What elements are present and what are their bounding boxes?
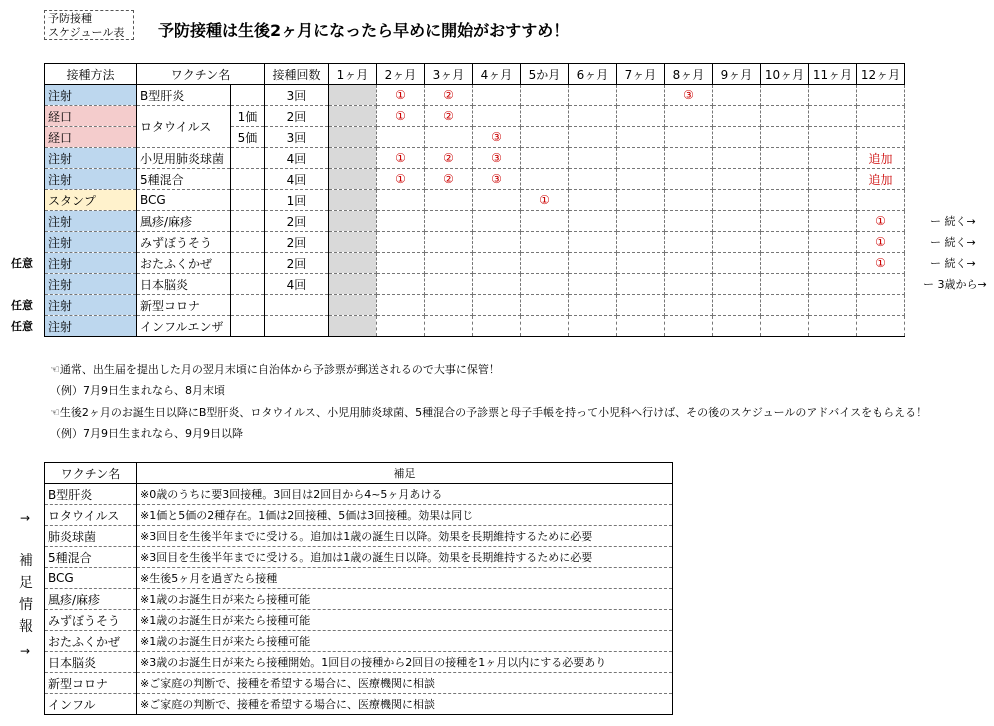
month-cell	[521, 211, 569, 232]
supplement-row	[45, 694, 673, 715]
schedule-header-row	[45, 64, 905, 85]
page-title: 予防接種は生後2ヶ月になったら早めに開始がおすすめ！	[158, 21, 570, 40]
schedule-row	[45, 85, 905, 106]
note-example: （例）7月9日生まれなら、9月9日以降	[50, 427, 243, 440]
month-cell	[377, 127, 425, 148]
month-cell: ①	[377, 106, 425, 127]
month-cell: ①	[521, 190, 569, 211]
month-cell	[521, 274, 569, 295]
month-cell	[761, 169, 809, 190]
month-cell	[617, 253, 665, 274]
month-cell	[425, 127, 473, 148]
month-cell	[665, 316, 713, 337]
supplement-note-cell: ※ご家庭の判断で、接種を希望する場合に、医療機関に相談	[137, 673, 673, 694]
month-cell	[569, 274, 617, 295]
month-cell	[425, 211, 473, 232]
vaccine-name-cell: B型肝炎	[137, 85, 231, 106]
supplement-row	[45, 652, 673, 673]
schedule-row	[45, 106, 905, 127]
method-cell: 経口	[45, 106, 137, 127]
supplement-vaccine-cell: インフル	[45, 694, 137, 715]
schedule-label-line: スケジュール表	[48, 26, 125, 39]
month-cell: ①	[857, 232, 905, 253]
month-cell	[809, 148, 857, 169]
month-cell	[761, 253, 809, 274]
month-cell	[329, 85, 377, 106]
dose-count-cell: 2回	[265, 106, 329, 127]
month-cell	[329, 127, 377, 148]
month-cell	[857, 127, 905, 148]
supplement-vaccine-cell: 新型コロナ	[45, 673, 137, 694]
month-cell	[425, 274, 473, 295]
month-cell: ③	[665, 85, 713, 106]
continuation-note: ー 続く→	[930, 236, 976, 249]
supplement-note-cell: ※1価と5価の2種存在。1価は2回接種、5価は3回接種。効果は同じ	[137, 505, 673, 526]
month-cell: 追加	[857, 169, 905, 190]
month-cell	[665, 253, 713, 274]
month-cell	[473, 190, 521, 211]
header-month: 12ヶ月	[857, 64, 905, 85]
month-cell	[569, 253, 617, 274]
month-cell	[617, 232, 665, 253]
month-cell	[377, 190, 425, 211]
month-cell	[521, 127, 569, 148]
header-month: 1ヶ月	[329, 64, 377, 85]
month-cell	[329, 316, 377, 337]
method-cell: 注射	[45, 169, 137, 190]
month-cell	[617, 106, 665, 127]
method-cell: 経口	[45, 127, 137, 148]
month-cell	[569, 232, 617, 253]
month-cell	[809, 316, 857, 337]
vaccine-name-cell: 5種混合	[137, 169, 231, 190]
month-cell	[377, 232, 425, 253]
month-cell	[425, 190, 473, 211]
month-cell	[713, 190, 761, 211]
month-cell	[665, 169, 713, 190]
month-cell	[329, 274, 377, 295]
month-cell: ②	[425, 148, 473, 169]
supplement-vaccine-cell: 5種混合	[45, 547, 137, 568]
month-cell	[617, 148, 665, 169]
header-month: 10ヶ月	[761, 64, 809, 85]
supplement-vaccine-cell: BCG	[45, 568, 137, 589]
month-cell	[665, 127, 713, 148]
supplement-header-note: 補足	[137, 463, 673, 484]
month-cell	[713, 253, 761, 274]
valence-cell	[231, 190, 265, 211]
dose-count-cell	[265, 316, 329, 337]
month-cell	[473, 274, 521, 295]
month-cell	[665, 106, 713, 127]
month-cell	[521, 232, 569, 253]
schedule-label-line: 予防接種	[48, 12, 92, 25]
vaccine-name-cell: BCG	[137, 190, 231, 211]
supplement-vaccine-cell: みずぼうそう	[45, 610, 137, 631]
supplement-vaccine-cell: 肺炎球菌	[45, 526, 137, 547]
month-cell: ①	[857, 253, 905, 274]
valence-cell	[231, 85, 265, 106]
header-month: 2ヶ月	[377, 64, 425, 85]
method-cell: 注射	[45, 85, 137, 106]
month-cell	[665, 211, 713, 232]
vaccine-name-cell: 小児用肺炎球菌	[137, 148, 231, 169]
note-example: （例）7月9日生まれなら、8月末頃	[50, 384, 225, 397]
vaccine-name-cell: 日本脳炎	[137, 274, 231, 295]
supplement-note-cell: ※3回目を生後半年までに受ける。追加は1歳の誕生日以降。効果を長期維持するために必要	[137, 526, 673, 547]
vaccine-schedule-table	[44, 63, 905, 337]
schedule-label	[44, 10, 134, 40]
dose-count-cell: 3回	[265, 127, 329, 148]
month-cell	[617, 211, 665, 232]
dose-count-cell: 4回	[265, 169, 329, 190]
schedule-row	[45, 232, 905, 253]
schedule-row	[45, 211, 905, 232]
supplement-note-cell: ※3回目を生後半年までに受ける。追加は1歳の誕生日以降。効果を長期維持するために必要	[137, 547, 673, 568]
month-cell: ②	[425, 169, 473, 190]
month-cell	[329, 211, 377, 232]
month-cell	[329, 169, 377, 190]
month-cell	[569, 316, 617, 337]
valence-cell	[231, 295, 265, 316]
vaccine-name-cell: 風疹/麻疹	[137, 211, 231, 232]
month-cell	[809, 253, 857, 274]
optional-tag: 任意	[11, 299, 33, 312]
month-cell	[521, 316, 569, 337]
month-cell	[425, 253, 473, 274]
method-cell: 注射	[45, 253, 137, 274]
method-cell: 注射	[45, 295, 137, 316]
month-cell	[857, 295, 905, 316]
month-cell	[761, 232, 809, 253]
header-month: 7ヶ月	[617, 64, 665, 85]
month-cell	[809, 211, 857, 232]
month-cell	[329, 148, 377, 169]
month-cell	[569, 127, 617, 148]
header-month: 3ヶ月	[425, 64, 473, 85]
supplement-vaccine-cell: 日本脳炎	[45, 652, 137, 673]
month-cell	[473, 211, 521, 232]
supplement-vaccine-cell: 風疹/麻疹	[45, 589, 137, 610]
month-cell	[713, 232, 761, 253]
schedule-row	[45, 190, 905, 211]
month-cell	[665, 232, 713, 253]
month-cell: ①	[377, 85, 425, 106]
supplement-note-cell: ※3歳のお誕生日が来たら接種開始。1回目の接種から2回目の接種を1ヶ月以内にする必要あり	[137, 652, 673, 673]
month-cell	[377, 274, 425, 295]
month-cell	[377, 211, 425, 232]
header-vaccine: ワクチン名	[137, 64, 265, 85]
supplement-note-cell: ※0歳のうちに要3回接種。3回目は2回目から4~5ヶ月あける	[137, 484, 673, 505]
supplement-header-vaccine: ワクチン名	[45, 463, 137, 484]
header-month: 6ヶ月	[569, 64, 617, 85]
month-cell	[761, 148, 809, 169]
month-cell	[473, 85, 521, 106]
supplement-side-label: 補 足 情 報	[19, 553, 33, 635]
month-cell	[569, 148, 617, 169]
month-cell	[377, 316, 425, 337]
valence-cell	[231, 274, 265, 295]
note-line: ☜生後2ヶ月のお誕生日以降にB型肝炎、ロタウイルス、小児用肺炎球菌、5種混合の予診票と母子手帳を持って小児科へ行けば、その後のスケジュールのアドバイスをもらえる！	[50, 406, 928, 419]
month-cell	[617, 190, 665, 211]
month-cell	[521, 295, 569, 316]
supplement-note-cell: ※1歳のお誕生日が来たら接種可能	[137, 610, 673, 631]
header-month: 8ヶ月	[665, 64, 713, 85]
month-cell	[473, 106, 521, 127]
dose-count-cell: 3回	[265, 85, 329, 106]
month-cell	[617, 169, 665, 190]
month-cell	[617, 85, 665, 106]
month-cell	[713, 85, 761, 106]
schedule-row	[45, 253, 905, 274]
arrow-right-icon: →	[20, 644, 31, 658]
month-cell	[857, 190, 905, 211]
month-cell	[617, 295, 665, 316]
month-cell	[569, 85, 617, 106]
month-cell: ①	[377, 148, 425, 169]
header-method: 接種方法	[45, 64, 137, 85]
month-cell	[377, 295, 425, 316]
header-month: 9ヶ月	[713, 64, 761, 85]
month-cell	[665, 148, 713, 169]
schedule-row	[45, 316, 905, 337]
month-cell	[761, 85, 809, 106]
month-cell	[425, 232, 473, 253]
month-cell	[713, 127, 761, 148]
continuation-note: ー 続く→	[930, 257, 976, 270]
supplement-row	[45, 589, 673, 610]
dose-count-cell: 4回	[265, 148, 329, 169]
month-cell	[569, 211, 617, 232]
vaccine-name-cell: 新型コロナ	[137, 295, 231, 316]
month-cell	[761, 127, 809, 148]
continuation-note: ー 3歳から→	[923, 278, 987, 291]
month-cell	[809, 274, 857, 295]
valence-cell: 1価	[231, 106, 265, 127]
dose-count-cell: 2回	[265, 253, 329, 274]
month-cell	[809, 127, 857, 148]
month-cell	[569, 190, 617, 211]
month-cell	[329, 190, 377, 211]
supplement-row	[45, 505, 673, 526]
schedule-row	[45, 274, 905, 295]
valence-cell	[231, 316, 265, 337]
month-cell	[809, 295, 857, 316]
supplement-row	[45, 526, 673, 547]
month-cell	[521, 253, 569, 274]
month-cell	[761, 295, 809, 316]
month-cell	[473, 295, 521, 316]
note-line: ☜通常、出生届を提出した月の翌月末頃に自治体から予診票が郵送されるので大事に保管！	[50, 363, 500, 376]
month-cell	[857, 106, 905, 127]
dose-count-cell	[265, 295, 329, 316]
month-cell: ③	[473, 169, 521, 190]
schedule-row	[45, 148, 905, 169]
valence-cell: 5価	[231, 127, 265, 148]
month-cell	[809, 106, 857, 127]
month-cell	[761, 211, 809, 232]
month-cell	[569, 295, 617, 316]
month-cell	[521, 106, 569, 127]
supplement-note-cell: ※ご家庭の判断で、接種を希望する場合に、医療機関に相談	[137, 694, 673, 715]
continuation-note: ー 続く→	[930, 215, 976, 228]
month-cell	[665, 295, 713, 316]
vaccine-name-cell: インフルエンザ	[137, 316, 231, 337]
month-cell: ③	[473, 148, 521, 169]
month-cell	[809, 190, 857, 211]
valence-cell	[231, 232, 265, 253]
month-cell	[617, 316, 665, 337]
supplement-header-row	[45, 463, 673, 484]
valence-cell	[231, 253, 265, 274]
optional-tag: 任意	[11, 257, 33, 270]
supplement-note-cell: ※生後5ヶ月を過ぎたら接種	[137, 568, 673, 589]
supplement-vaccine-cell: B型肝炎	[45, 484, 137, 505]
vaccine-name-cell: ロタウイルス	[137, 106, 231, 148]
month-cell: 追加	[857, 148, 905, 169]
vaccine-name-cell: みずぼうそう	[137, 232, 231, 253]
month-cell	[377, 253, 425, 274]
month-cell	[761, 316, 809, 337]
header-month: 5か月	[521, 64, 569, 85]
month-cell: ①	[857, 211, 905, 232]
month-cell	[713, 169, 761, 190]
month-cell	[761, 274, 809, 295]
month-cell: ②	[425, 85, 473, 106]
month-cell	[473, 232, 521, 253]
month-cell	[569, 169, 617, 190]
month-cell	[809, 169, 857, 190]
method-cell: 注射	[45, 274, 137, 295]
month-cell	[665, 274, 713, 295]
month-cell	[329, 295, 377, 316]
month-cell	[329, 253, 377, 274]
valence-cell	[231, 148, 265, 169]
dose-count-cell: 2回	[265, 232, 329, 253]
supplement-table	[44, 462, 673, 715]
month-cell	[329, 232, 377, 253]
month-cell	[713, 274, 761, 295]
month-cell: ③	[473, 127, 521, 148]
supplement-row	[45, 484, 673, 505]
month-cell	[857, 316, 905, 337]
supplement-row	[45, 631, 673, 652]
header-count: 接種回数	[265, 64, 329, 85]
month-cell	[809, 232, 857, 253]
method-cell: 注射	[45, 211, 137, 232]
month-cell	[617, 274, 665, 295]
month-cell	[665, 190, 713, 211]
month-cell: ②	[425, 106, 473, 127]
dose-count-cell: 4回	[265, 274, 329, 295]
supplement-row	[45, 568, 673, 589]
month-cell	[809, 85, 857, 106]
month-cell	[521, 148, 569, 169]
header-month: 4ヶ月	[473, 64, 521, 85]
method-cell: 注射	[45, 316, 137, 337]
vaccine-name-cell: おたふくかぜ	[137, 253, 231, 274]
arrow-right-icon: →	[20, 511, 31, 525]
optional-tag: 任意	[11, 320, 33, 333]
month-cell	[857, 274, 905, 295]
method-cell: スタンプ	[45, 190, 137, 211]
supplement-row	[45, 673, 673, 694]
month-cell	[713, 316, 761, 337]
month-cell	[713, 106, 761, 127]
supplement-row	[45, 610, 673, 631]
valence-cell	[231, 211, 265, 232]
supplement-note-cell: ※1歳のお誕生日が来たら接種可能	[137, 589, 673, 610]
month-cell	[329, 106, 377, 127]
month-cell	[569, 106, 617, 127]
dose-count-cell: 2回	[265, 211, 329, 232]
month-cell	[617, 127, 665, 148]
method-cell: 注射	[45, 148, 137, 169]
method-cell: 注射	[45, 232, 137, 253]
supplement-row	[45, 547, 673, 568]
month-cell	[425, 295, 473, 316]
month-cell	[857, 85, 905, 106]
month-cell	[761, 190, 809, 211]
month-cell	[713, 148, 761, 169]
month-cell	[425, 316, 473, 337]
month-cell	[473, 253, 521, 274]
month-cell: ①	[377, 169, 425, 190]
month-cell	[473, 316, 521, 337]
schedule-row	[45, 169, 905, 190]
month-cell	[761, 106, 809, 127]
valence-cell	[231, 169, 265, 190]
schedule-row	[45, 295, 905, 316]
supplement-vaccine-cell: おたふくかぜ	[45, 631, 137, 652]
month-cell	[713, 211, 761, 232]
dose-count-cell: 1回	[265, 190, 329, 211]
month-cell	[713, 295, 761, 316]
month-cell	[521, 169, 569, 190]
supplement-vaccine-cell: ロタウイルス	[45, 505, 137, 526]
month-cell	[521, 85, 569, 106]
header-month: 11ヶ月	[809, 64, 857, 85]
supplement-note-cell: ※1歳のお誕生日が来たら接種可能	[137, 631, 673, 652]
